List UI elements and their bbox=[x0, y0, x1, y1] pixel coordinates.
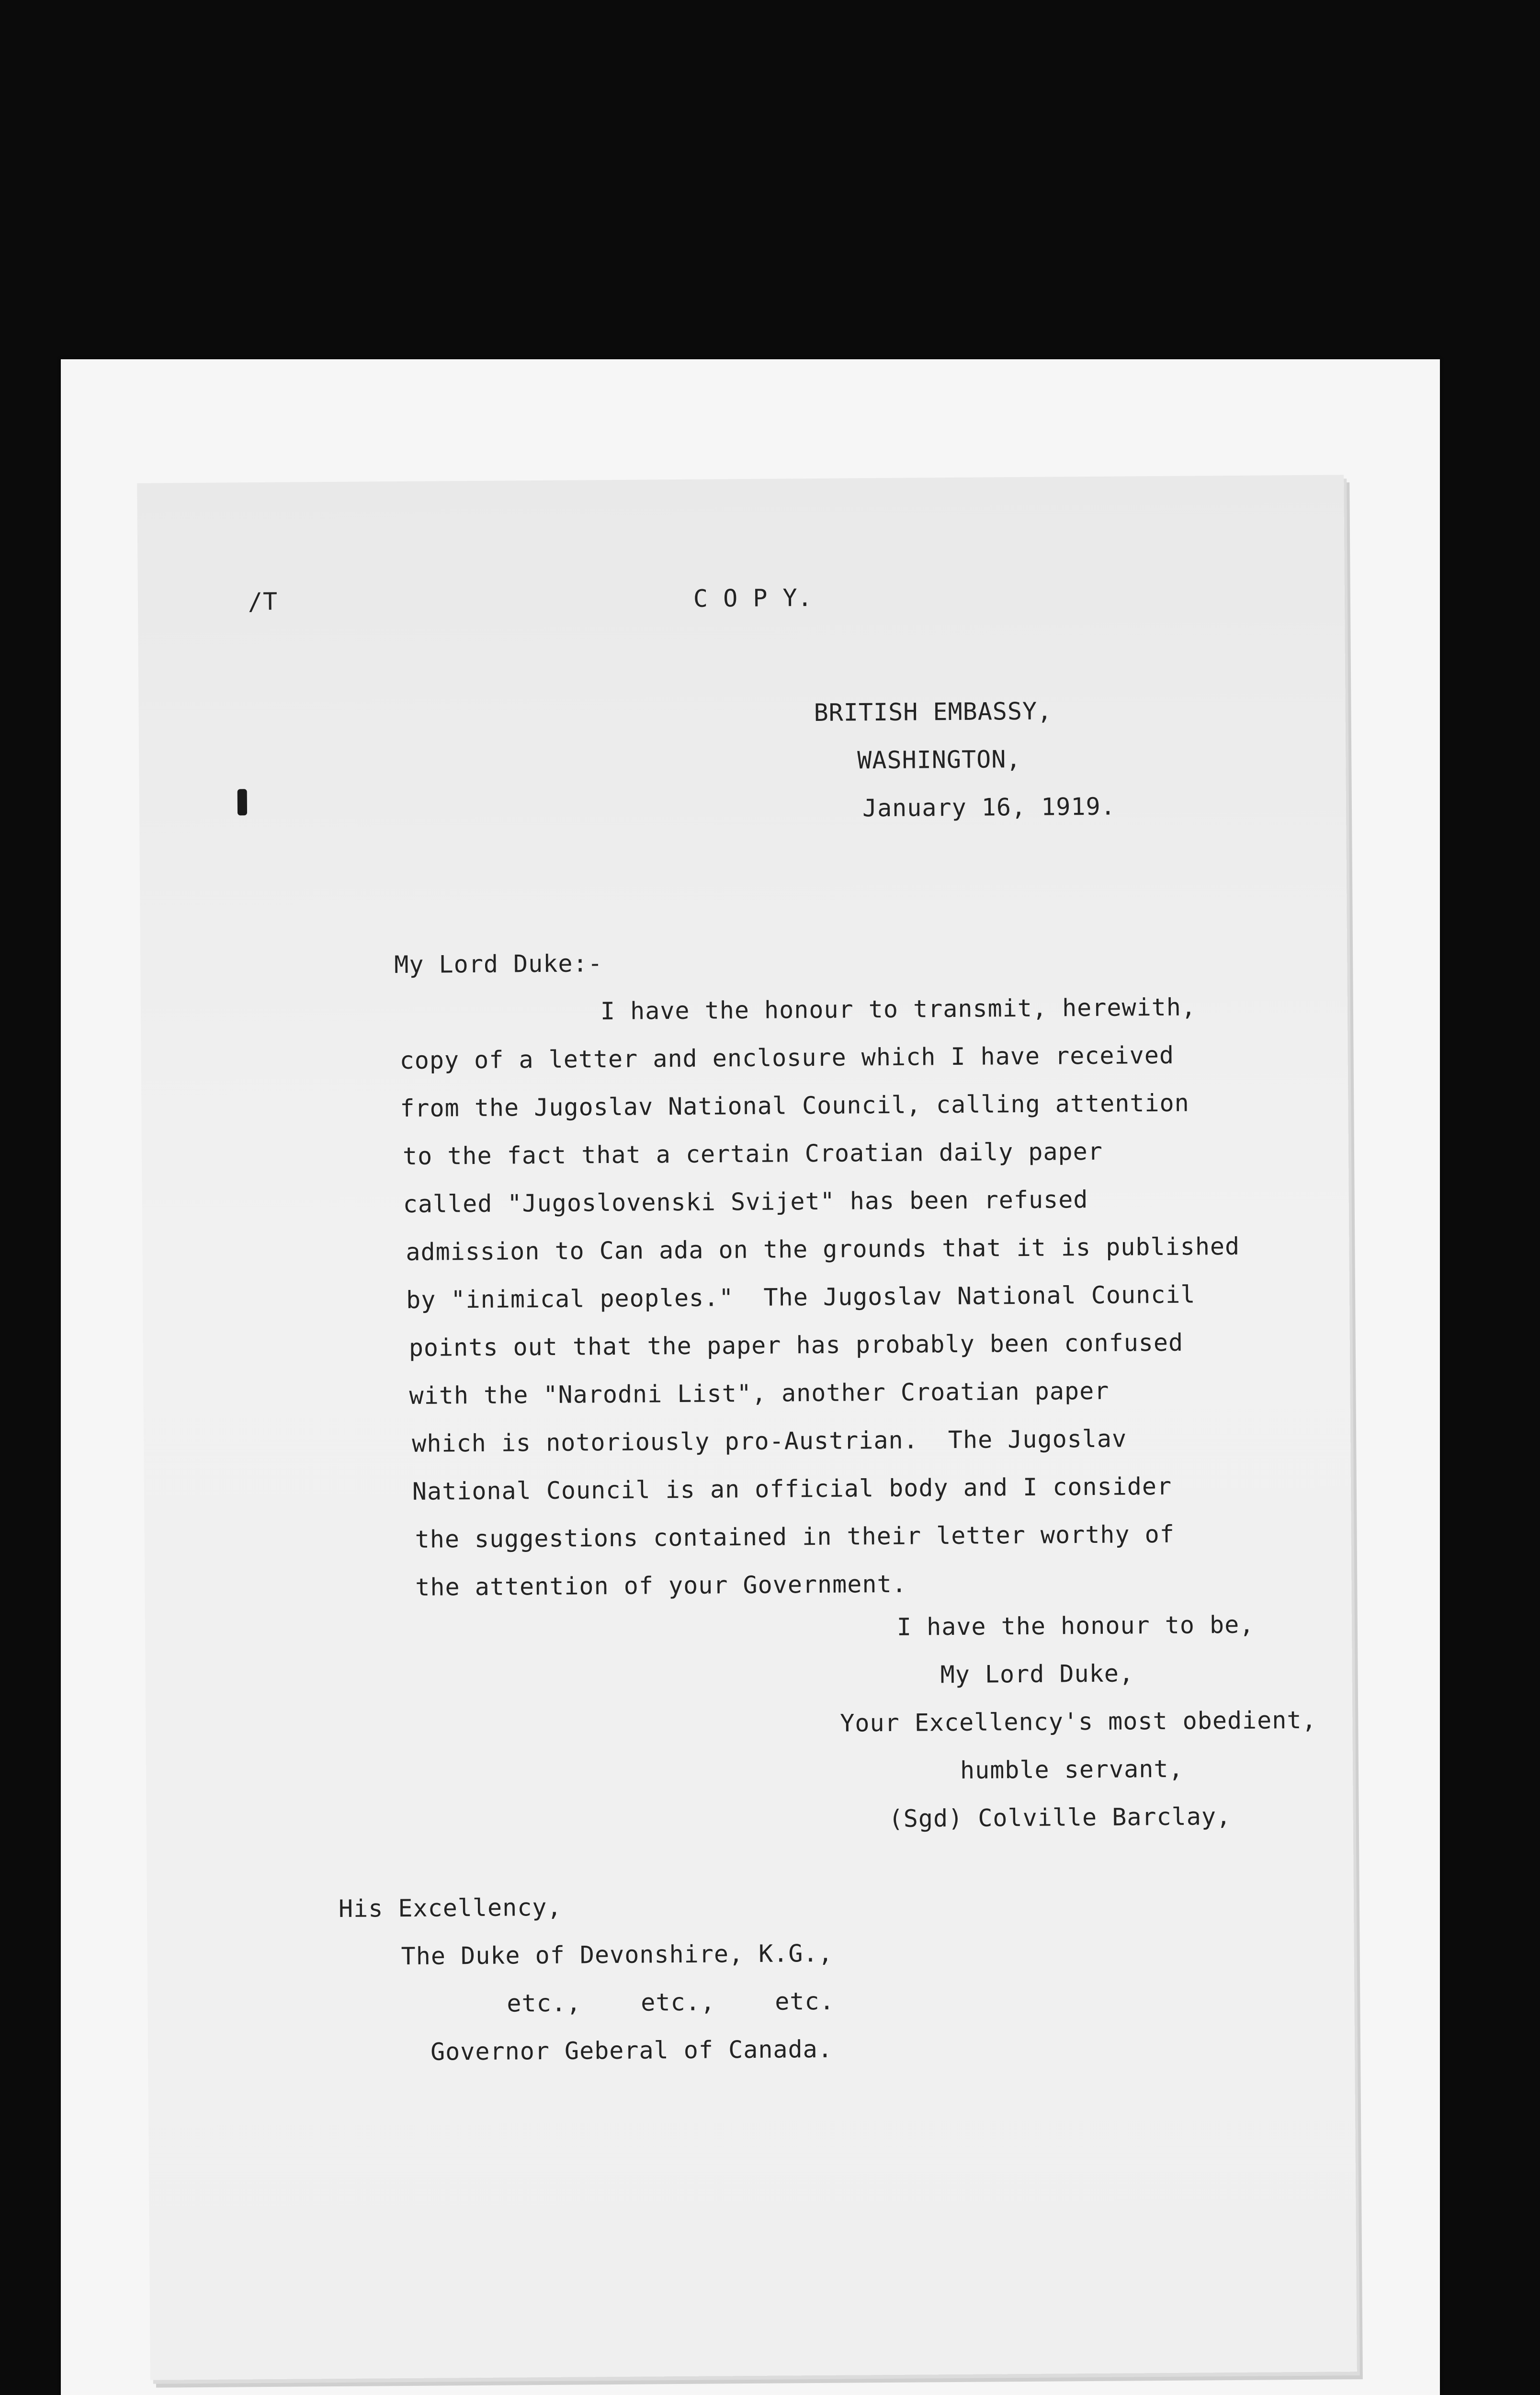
body-line: the attention of your Government. bbox=[415, 1570, 907, 1601]
signature-line: (Sgd) Colville Barclay, bbox=[888, 1802, 1232, 1833]
letter-date: January 16, 1919. bbox=[862, 792, 1116, 822]
sender-line-2: WASHINGTON, bbox=[857, 745, 1021, 775]
body-line: I have the honour to transmit, herewith, bbox=[600, 993, 1197, 1026]
closing-line: Your Excellency's most obedient, bbox=[840, 1706, 1317, 1737]
addressee-line: The Duke of Devonshire, K.G., bbox=[401, 1939, 833, 1971]
body-line: from the Jugoslav National Council, calling attention bbox=[400, 1089, 1189, 1123]
body-line: with the "Narodni List", another Croatian paper bbox=[409, 1377, 1110, 1410]
sender-line-1: BRITISH EMBASSY, bbox=[814, 697, 1053, 727]
closing-line: humble servant, bbox=[960, 1755, 1184, 1784]
closing-line: I have the honour to be, bbox=[896, 1610, 1255, 1641]
salutation: My Lord Duke:- bbox=[394, 949, 603, 979]
body-line: called "Jugoslovenski Svijet" has been refused bbox=[403, 1186, 1088, 1219]
addressee-line: Governor Geberal of Canada. bbox=[430, 2035, 833, 2066]
body-line: by "inimical peoples." The Jugoslav National Council bbox=[406, 1280, 1196, 1314]
letter-page bbox=[137, 475, 1357, 2380]
body-line: which is notoriously pro-Austrian. The Jugoslav bbox=[412, 1425, 1127, 1458]
body-line: points out that the paper has probably been confused bbox=[408, 1328, 1184, 1362]
closing-line: My Lord Duke, bbox=[940, 1659, 1134, 1689]
body-line: the suggestions contained in their letter worthy of bbox=[415, 1520, 1175, 1553]
addressee-line: His Excellency, bbox=[338, 1893, 562, 1923]
punch-hole-mark bbox=[238, 789, 247, 815]
body-line: copy of a letter and enclosure which I have received bbox=[399, 1041, 1175, 1075]
addressee-line: etc., etc., etc. bbox=[507, 1987, 835, 2018]
margin-mark: /T bbox=[248, 587, 278, 616]
copy-heading: C O P Y. bbox=[693, 584, 813, 613]
body-line: to the fact that a certain Croatian daily paper bbox=[402, 1137, 1103, 1171]
body-line: National Council is an official body and I consider bbox=[412, 1472, 1172, 1505]
body-line: admission to Can ada on the grounds that it is published bbox=[406, 1232, 1240, 1266]
